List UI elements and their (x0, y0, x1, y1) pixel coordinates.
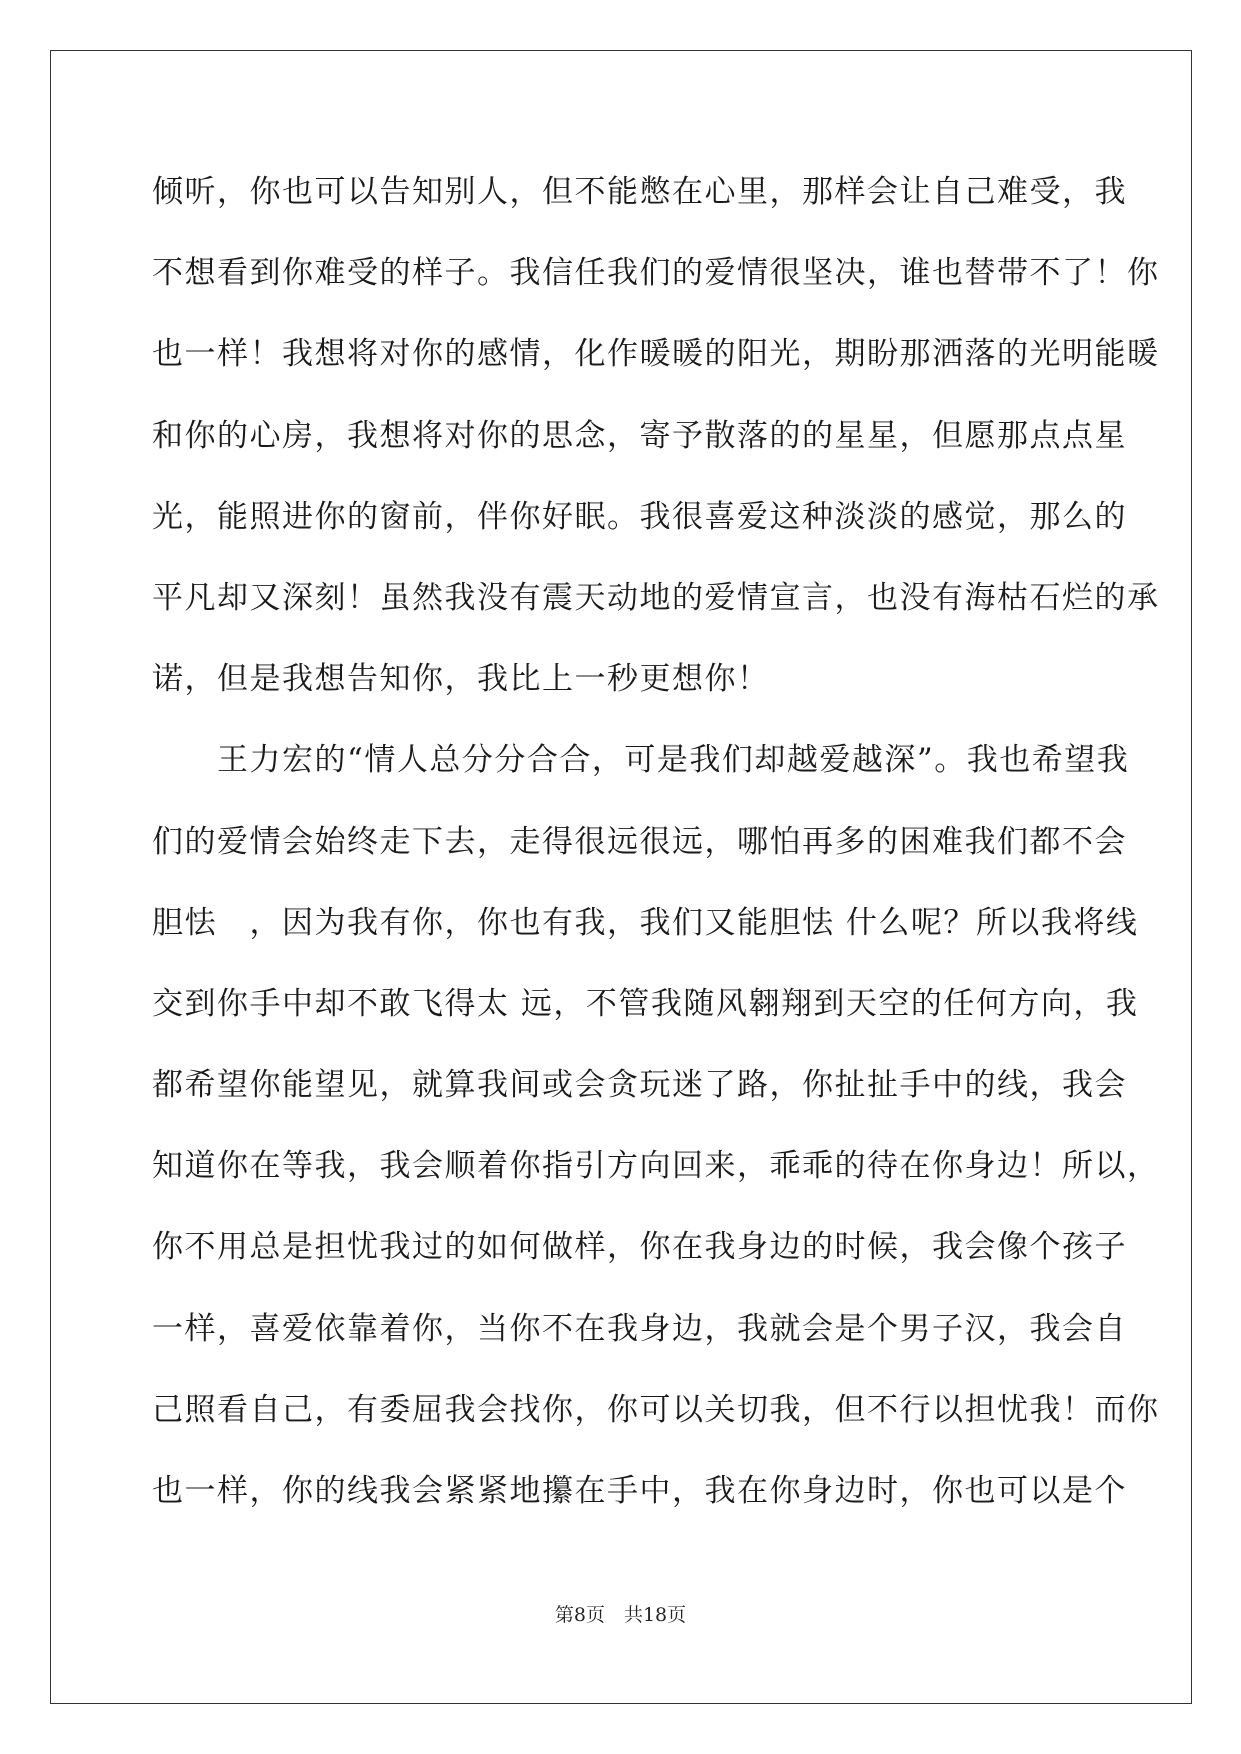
text-line: 也一样，你的线我会紧紧地攥在手中，我在你身边时，你也可以是个 (152, 1473, 1127, 1509)
text-line: 交到你手中却不敢飞得太 远，不管我随风翱翔到天空的任何方向，我 (152, 985, 1139, 1022)
page-number: 第8页 共18页 (554, 1604, 687, 1626)
text-line: 们的爱情会始终走下去，走得很远很远，哪怕再多的困难我们都不会 (152, 823, 1127, 860)
text-line: 也一样！我想将对你的感情，化作暖暖的阳光，期盼那洒落的光明能暖 (152, 336, 1160, 373)
text-line: 王力宏的“情人总分分合合，可是我们却越爱越深”。我也希望我 (152, 742, 1130, 779)
text-line: 一样，喜爱依靠着你，当你不在我身边，我就会是个男子汉，我会自 (152, 1310, 1127, 1347)
text-line: 不想看到你难受的样子。我信任我们的爱情很坚决，谁也替带不了！你 (152, 255, 1160, 292)
text-line: 和你的心房，我想将对你的思念，寄予散落的的星星，但愿那点点星 (152, 417, 1127, 454)
text-line: 倾听，你也可以告知别人，但不能憋在心里，那样会让自己难受，我 (152, 174, 1127, 210)
text-line: 你不用总是担忧我过的如何做样，你在我身边的时候，我会像个孩子 (152, 1229, 1127, 1266)
text-line: 己照看自己，有委屈我会找你，你可以关切我，但不行以担忧我！而你 (152, 1391, 1160, 1428)
text-line: 知道你在等我，我会顺着你指引方向回来，乖乖的待在你身边！所以， (152, 1148, 1160, 1185)
text-line: 诺，但是我想告知你，我比上一秒更想你！ (152, 661, 770, 698)
text-line: 平凡却又深刻！虽然我没有震天动地的爱情宣言，也没有海枯石烂的承 (152, 579, 1160, 616)
text-line: 光，能照进你的窗前，伴你好眠。我很喜爱这种淡淡的感觉，那么的 (152, 498, 1127, 535)
text-line: 胆怯 ，因为我有你，你也有我，我们又能胆怯 什么呢？所以我将线 (152, 904, 1139, 941)
document-body (152, 162, 1160, 1542)
text-line: 都希望你能望见，就算我间或会贪玩迷了路，你扯扯手中的线，我会 (152, 1067, 1127, 1104)
